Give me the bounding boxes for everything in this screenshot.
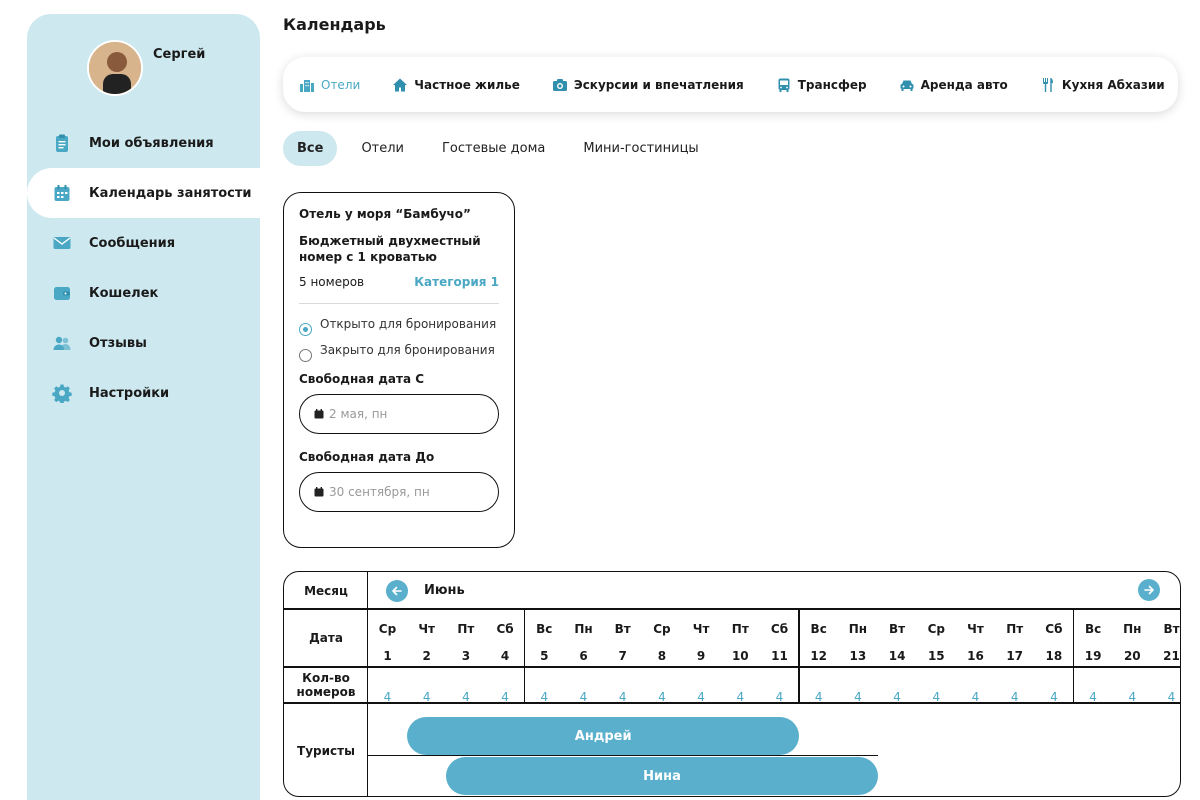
- weekday-label: Чт: [967, 622, 984, 636]
- month-name: Июнь: [424, 583, 465, 598]
- room-count-cell[interactable]: 4: [971, 690, 980, 704]
- next-month-button[interactable]: [1138, 579, 1160, 601]
- row-divider: [284, 666, 1180, 668]
- radio-closed[interactable]: [299, 344, 499, 362]
- tourist-row-divider: [368, 755, 878, 756]
- sidebar-item-1[interactable]: [27, 168, 260, 218]
- day-number[interactable]: 9: [696, 649, 706, 663]
- category-label: Кухня Абхазии: [1061, 77, 1165, 92]
- room-count-cell[interactable]: 4: [1010, 690, 1019, 704]
- rooms-row: [299, 275, 499, 289]
- weekday-label: Чт: [418, 622, 436, 636]
- hotel-icon: [299, 77, 315, 93]
- clipboard-icon: [51, 132, 73, 154]
- room-count-cell[interactable]: 4: [462, 690, 470, 704]
- sidebar-item-4[interactable]: [27, 318, 260, 368]
- weekday-label: Сб: [1045, 622, 1063, 636]
- weekday-label: Ср: [378, 622, 397, 636]
- day-number[interactable]: 5: [540, 649, 549, 663]
- radio-open-label: Открыто для бронирования: [320, 317, 497, 331]
- sidebar-item-label: Сообщения: [89, 235, 176, 251]
- weekday-label: Пн: [848, 622, 868, 636]
- category-bar: [283, 57, 1178, 112]
- rooms-label: Кол-во номеров: [296, 671, 356, 699]
- day-number[interactable]: 10: [731, 649, 749, 663]
- sidebar-item-label: Кошелек: [89, 285, 159, 301]
- category-tab-1[interactable]: [392, 77, 520, 93]
- weekday-label: Вт: [889, 622, 906, 636]
- day-number[interactable]: 3: [461, 649, 471, 663]
- date-to-input[interactable]: [299, 472, 499, 512]
- room-count-cell[interactable]: 4: [383, 690, 392, 704]
- room-count-cell[interactable]: 4: [854, 690, 862, 704]
- occupancy-grid: [283, 571, 1181, 797]
- weekday-label: Пт: [457, 622, 475, 636]
- day-number[interactable]: 6: [579, 649, 588, 663]
- category-label: Эскурсии и впечатления: [573, 77, 744, 92]
- room-name: Бюджетный двухместный номер с 1 кроватью: [299, 234, 481, 264]
- mail-icon: [51, 232, 73, 254]
- rooms-count: 5 номеров: [299, 275, 365, 289]
- week-divider: [798, 609, 800, 702]
- tourist-booking-bar[interactable]: Андрей: [407, 717, 799, 755]
- profile[interactable]: [87, 40, 205, 96]
- listing-card: [283, 192, 515, 548]
- weekday-label: Пт: [731, 622, 749, 636]
- day-number[interactable]: 4: [500, 649, 510, 663]
- tourists-label: Туристы: [297, 743, 355, 758]
- avatar[interactable]: [87, 40, 143, 96]
- room-count-cell[interactable]: 4: [893, 690, 901, 704]
- sidebar-item-label: Настройки: [89, 385, 170, 401]
- weekday-label: Вс: [810, 622, 827, 636]
- week-divider: [524, 609, 526, 702]
- category-tab-3[interactable]: [776, 77, 867, 93]
- sidebar-item-3[interactable]: [27, 268, 260, 318]
- room-count-cell[interactable]: 4: [736, 690, 745, 704]
- date-from-label: Свободная дата С: [299, 372, 425, 386]
- calendar-icon: [314, 487, 324, 497]
- room-count-cell[interactable]: 4: [501, 690, 509, 704]
- profile-name: Сергей: [153, 46, 206, 62]
- calendar-icon: [314, 409, 324, 419]
- car-icon: [899, 77, 915, 93]
- room-count-cell[interactable]: 4: [775, 690, 784, 704]
- room-count-cell[interactable]: 4: [1128, 690, 1137, 704]
- camera-icon: [552, 77, 568, 93]
- day-number[interactable]: 20: [1123, 649, 1141, 663]
- subtab-3[interactable]: Мини-гостиницы: [583, 141, 699, 156]
- day-number[interactable]: 1: [383, 649, 392, 663]
- gear-icon: [51, 382, 73, 404]
- sidebar-nav: [27, 118, 260, 418]
- divider: [299, 303, 499, 304]
- room-count-cell[interactable]: 4: [422, 690, 431, 704]
- room-count-cell[interactable]: 4: [1167, 690, 1176, 704]
- weekday-label: Вс: [1084, 622, 1102, 636]
- weekday-label: Чт: [692, 622, 710, 636]
- prev-month-button[interactable]: [386, 580, 408, 602]
- room-count-cell[interactable]: 4: [579, 690, 588, 704]
- day-number[interactable]: 13: [849, 649, 867, 663]
- subtab-2[interactable]: Гостевые дома: [442, 141, 546, 156]
- weekday-label: Пн: [574, 622, 593, 636]
- category-label: Аренда авто: [920, 77, 1008, 92]
- date-from-input[interactable]: [299, 394, 499, 434]
- radio-open-button[interactable]: [299, 323, 312, 336]
- weekday-label: Сб: [770, 622, 789, 636]
- arrow-left-icon: [391, 585, 403, 597]
- hotel-name: Отель у моря “Бамбучо”: [299, 207, 471, 221]
- day-number[interactable]: 21: [1163, 649, 1180, 663]
- room-count-cell[interactable]: 4: [540, 690, 549, 704]
- weekday-label: Пн: [1123, 622, 1142, 636]
- weekday-label: Вт: [614, 622, 631, 636]
- wallet-icon: [51, 282, 73, 304]
- category-label: Трансфер: [797, 77, 867, 92]
- weekday-label: Вс: [536, 622, 553, 636]
- day-number[interactable]: 11: [771, 649, 788, 663]
- sidebar-item-2[interactable]: [27, 218, 260, 268]
- date-from-value: 2 мая, пн: [329, 407, 388, 421]
- month-row: [368, 572, 1180, 609]
- weekday-label: Ср: [927, 622, 945, 636]
- sidebar-item-label: Календарь занятости: [89, 185, 252, 201]
- weekday-label: Ср: [653, 622, 671, 636]
- users-icon: [51, 332, 73, 354]
- month-label: Месяц: [304, 583, 348, 598]
- day-number[interactable]: 7: [618, 649, 627, 663]
- week-divider: [1073, 609, 1075, 702]
- weekday-label: Пт: [1006, 622, 1024, 636]
- room-count-cell[interactable]: 4: [658, 690, 666, 704]
- day-number[interactable]: 8: [657, 649, 667, 663]
- subtab-0[interactable]: Все: [283, 131, 337, 166]
- sidebar-item-5[interactable]: [27, 368, 260, 418]
- day-number[interactable]: 17: [1006, 649, 1024, 663]
- date-label: Дата: [309, 631, 343, 645]
- subtabs: [283, 131, 737, 166]
- room-count-cell[interactable]: 4: [1050, 690, 1058, 704]
- category-tab-4[interactable]: [899, 77, 1008, 93]
- category-label: Частное жилье: [414, 77, 520, 92]
- weekday-label: Вт: [1163, 622, 1180, 636]
- category-tab-2[interactable]: [552, 77, 744, 93]
- radio-closed-button[interactable]: [299, 349, 312, 362]
- tourist-booking-bar[interactable]: Нина: [446, 757, 877, 795]
- page-title: Календарь: [283, 15, 386, 34]
- day-number[interactable]: 2: [422, 649, 431, 663]
- house-icon: [392, 77, 408, 93]
- arrow-right-icon: [1143, 584, 1155, 596]
- sidebar-item-label: Мои объявления: [89, 135, 214, 151]
- date-to-value: 30 сентября, пн: [329, 485, 430, 499]
- category-tab-5[interactable]: [1040, 77, 1165, 93]
- sidebar-item-0[interactable]: [27, 118, 260, 168]
- day-number[interactable]: 14: [888, 649, 906, 663]
- category-label: Отели: [321, 77, 361, 92]
- bus-icon: [776, 77, 792, 93]
- sidebar-item-label: Отзывы: [89, 335, 147, 351]
- category-tab-0[interactable]: [299, 77, 360, 93]
- sidebar: [27, 14, 260, 800]
- room-category[interactable]: Категория 1: [414, 275, 499, 289]
- day-number[interactable]: 18: [1045, 649, 1063, 663]
- room-count-cell[interactable]: 4: [814, 690, 823, 704]
- cutlery-icon: [1040, 77, 1056, 93]
- day-number[interactable]: 16: [967, 649, 984, 663]
- weekday-label: Сб: [496, 622, 514, 636]
- subtab-1[interactable]: Отели: [361, 141, 404, 156]
- calendar-icon: [51, 182, 73, 204]
- room-count-cell[interactable]: 4: [618, 690, 627, 704]
- day-number[interactable]: 15: [927, 649, 945, 663]
- date-to-label: Свободная дата До: [299, 450, 435, 464]
- radio-closed-label: Закрыто для бронирования: [320, 343, 495, 357]
- radio-open[interactable]: [299, 318, 499, 336]
- room-count-cell[interactable]: 4: [697, 690, 705, 704]
- room-count-cell[interactable]: 4: [932, 690, 941, 704]
- day-number[interactable]: 12: [810, 649, 828, 663]
- room-count-cell[interactable]: 4: [1089, 690, 1097, 704]
- day-number[interactable]: 19: [1084, 649, 1102, 663]
